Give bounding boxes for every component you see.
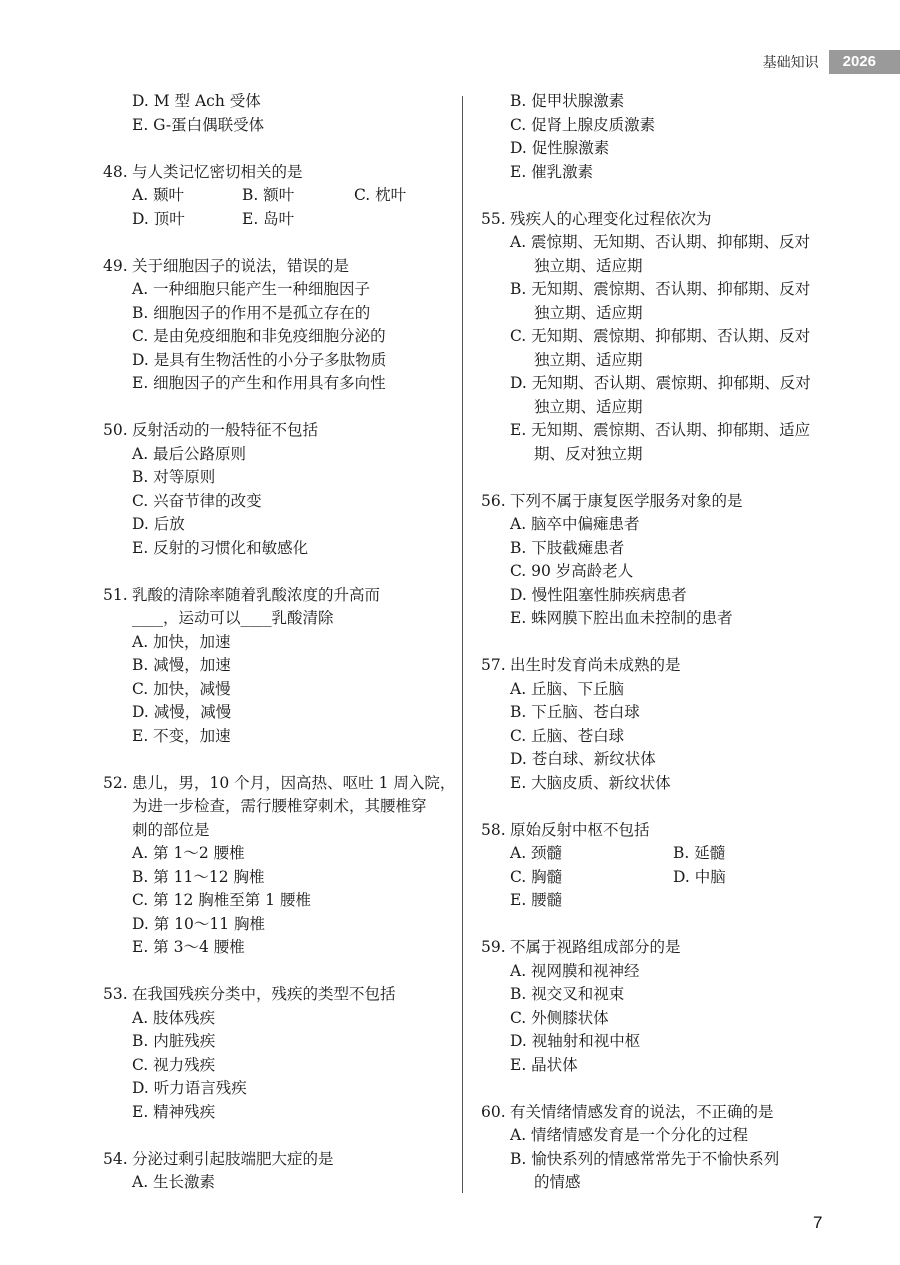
text-line: B. 愉快系列的情感常常先于不愉快系列 <box>510 1149 780 1168</box>
question-stem <box>481 819 821 843</box>
page-header <box>763 50 900 74</box>
question-stem <box>103 255 443 279</box>
answer-option: A. 颞叶 <box>132 186 185 204</box>
question-text: 原始反射中枢不包括 <box>510 820 650 839</box>
question-number: 60. <box>481 1102 506 1121</box>
text-line: 为进一步检查，需行腰椎穿刺术，其腰椎穿 <box>132 797 427 815</box>
question-text: 与人类记忆密切相关的是 <box>132 162 303 181</box>
text-line: C. 第 12 胸椎至第 1 腰椎 <box>132 891 311 909</box>
text-line: D. 苍白球、新纹状体 <box>510 750 656 768</box>
text-line: B. 促甲状腺激素 <box>510 92 625 110</box>
question-number: 55. <box>481 209 506 228</box>
text-line: E. 催乳激素 <box>510 162 594 181</box>
option-row <box>103 208 443 232</box>
text-line: A. 脑卒中偏瘫患者 <box>510 515 640 533</box>
text-line: A. 情绪情感发育是一个分化的过程 <box>510 1126 749 1144</box>
answer-option: B. 额叶 <box>242 186 295 204</box>
spacer <box>103 137 443 161</box>
page-number: 7 <box>813 1213 823 1232</box>
question-stem <box>481 490 821 514</box>
text-line: B. 对等原则 <box>132 468 216 486</box>
text-line: A. 震惊期、无知期、否认期、抑郁期、反对 <box>510 233 811 251</box>
answer-option: E. 岛叶 <box>242 209 295 228</box>
text-line: 的情感 <box>534 1173 581 1191</box>
text-line: D. M 型 Ach 受体 <box>132 92 261 110</box>
option-row <box>103 184 443 208</box>
spacer <box>481 466 821 490</box>
question-text: 在我国残疾分类中，残疾的类型不包括 <box>132 985 396 1003</box>
answer-option: D. 顶叶 <box>132 209 185 228</box>
question-text: 残疾人的心理变化过程依次为 <box>510 209 712 228</box>
text-line: C. 促肾上腺皮质激素 <box>510 115 656 134</box>
text-line: B. 减慢，加速 <box>132 656 231 674</box>
text-line: 独立期、适应期 <box>534 350 643 369</box>
text-line: D. 减慢，减慢 <box>132 703 232 721</box>
left-column <box>103 90 456 1195</box>
option-row <box>481 842 821 866</box>
answer-option: A. 颈髓 <box>510 844 563 862</box>
text-line: E. 腰髓 <box>510 891 563 909</box>
text-line: B. 视交叉和视束 <box>510 985 625 1003</box>
question-text: 乳酸的清除率随着乳酸浓度的升高而 <box>132 585 381 604</box>
answer-option: C. 枕叶 <box>354 186 407 204</box>
text-line: D. 促性腺激素 <box>510 139 610 157</box>
text-line: A. 最后公路原则 <box>132 444 247 463</box>
spacer <box>481 913 821 937</box>
text-line: E. 细胞因子的产生和作用具有多向性 <box>132 374 386 392</box>
question-stem <box>103 983 443 1007</box>
text-line: B. 下丘脑、苍白球 <box>510 703 640 721</box>
text-line: E. 第 3～4 腰椎 <box>132 938 245 956</box>
question-text: 下列不属于康复医学服务对象的是 <box>510 491 743 510</box>
text-line: C. 外侧膝状体 <box>510 1008 609 1027</box>
question-text: 反射活动的一般特征不包括 <box>132 421 319 439</box>
spacer <box>481 1077 821 1101</box>
text-line: E. 无知期、震惊期、否认期、抑郁期、适应 <box>510 421 811 439</box>
text-line: A. 一种细胞只能产生一种细胞因子 <box>132 280 371 298</box>
text-line: D. 视轴射和视中枢 <box>510 1032 641 1050</box>
spacer <box>103 560 443 584</box>
option-row <box>481 866 821 890</box>
year-badge: 2026 <box>829 50 900 74</box>
question-text: 患儿，男，10 个月，因高热、呕吐 1 周入院， <box>132 773 456 792</box>
spacer <box>481 184 821 208</box>
text-line: C. 是由免疫细胞和非免疫细胞分泌的 <box>132 327 386 345</box>
question-number: 52. <box>103 773 128 792</box>
text-line: C. 丘脑、苍白球 <box>510 726 625 745</box>
question-stem <box>481 936 821 960</box>
question-number: 49. <box>103 256 128 275</box>
text-line: C. 无知期、震惊期、抑郁期、否认期、反对 <box>510 327 811 345</box>
question-text: 出生时发育尚未成熟的是 <box>510 656 681 674</box>
question-stem <box>103 772 456 796</box>
text-line: E. 大脑皮质、新纹状体 <box>510 773 671 792</box>
answer-option: B. 延髓 <box>673 844 726 862</box>
question-number: 54. <box>103 1149 128 1168</box>
spacer <box>103 748 443 772</box>
question-stem <box>481 208 821 232</box>
spacer <box>481 631 821 655</box>
answer-option: C. 胸髓 <box>510 867 563 886</box>
text-line: D. 第 10～11 胸椎 <box>132 914 266 933</box>
text-line: C. 视力残疾 <box>132 1055 216 1074</box>
text-line: 独立期、适应期 <box>534 397 643 416</box>
text-line: D. 慢性阻塞性肺疾病患者 <box>510 585 687 604</box>
text-line: 刺的部位是 <box>132 820 210 839</box>
text-line: E. 蛛网膜下腔出血未控制的患者 <box>510 609 733 627</box>
question-number: 56. <box>481 491 506 510</box>
spacer <box>103 960 443 984</box>
answer-option: D. 中脑 <box>673 867 726 886</box>
text-line: B. 下肢截瘫患者 <box>510 538 625 557</box>
text-line: D. 无知期、否认期、震惊期、抑郁期、反对 <box>510 374 811 392</box>
question-text: 关于细胞因子的说法，错误的是 <box>132 256 350 275</box>
text-line: B. 无知期、震惊期、否认期、抑郁期、反对 <box>510 280 811 298</box>
right-column <box>481 90 821 1195</box>
text-line: 独立期、适应期 <box>534 256 643 275</box>
text-line: C. 加快，减慢 <box>132 679 231 698</box>
section-title: 基础知识 <box>762 55 819 71</box>
question-number: 48. <box>103 162 128 181</box>
question-number: 57. <box>481 656 506 674</box>
text-line: 独立期、适应期 <box>534 303 643 322</box>
question-stem <box>481 1101 821 1125</box>
question-text: 不属于视路组成部分的是 <box>510 938 681 956</box>
spacer <box>103 1124 443 1148</box>
spacer <box>481 795 821 819</box>
question-number: 50. <box>103 421 128 439</box>
question-stem <box>103 419 443 443</box>
question-number: 58. <box>481 820 506 839</box>
question-text: 分泌过剩引起肢端肥大症的是 <box>132 1149 334 1168</box>
text-line: D. 后放 <box>132 515 185 533</box>
question-number: 51. <box>103 585 128 604</box>
question-number: 53. <box>103 985 128 1003</box>
text-line: A. 第 1～2 腰椎 <box>132 844 245 862</box>
text-line: E. G-蛋白偶联受体 <box>132 115 265 134</box>
text-line: B. 细胞因子的作用不是孤立存在的 <box>132 303 371 322</box>
column-divider <box>462 96 463 1193</box>
text-line: B. 第 11～12 胸椎 <box>132 867 265 886</box>
text-line: 期、反对独立期 <box>534 444 643 463</box>
text-line: E. 晶状体 <box>510 1055 578 1074</box>
text-line: A. 生长激素 <box>132 1173 216 1191</box>
spacer <box>103 396 443 420</box>
question-number: 59. <box>481 938 506 956</box>
question-stem <box>103 1148 443 1172</box>
text-line: E. 不变，加速 <box>132 726 231 745</box>
text-line: A. 加快，加速 <box>132 632 231 651</box>
text-line: E. 精神残疾 <box>132 1102 216 1121</box>
spacer <box>103 231 443 255</box>
question-stem <box>103 161 443 185</box>
text-line: C. 兴奋节律的改变 <box>132 491 262 510</box>
text-line: B. 内脏残疾 <box>132 1032 216 1050</box>
text-line: D. 听力语言残疾 <box>132 1079 247 1097</box>
question-stem <box>481 654 821 678</box>
text-line: A. 视网膜和视神经 <box>510 961 640 980</box>
question-stem <box>103 584 443 608</box>
text-line: D. 是具有生物活性的小分子多肽物质 <box>132 350 387 369</box>
text-line: C. 90 岁高龄老人 <box>510 562 634 580</box>
text-line: ____，运动可以____乳酸清除 <box>132 609 334 627</box>
text-line: A. 丘脑、下丘脑 <box>510 679 625 698</box>
text-line: A. 肢体残疾 <box>132 1008 216 1027</box>
question-text: 有关情绪情感发育的说法，不正确的是 <box>510 1102 774 1121</box>
text-line: E. 反射的习惯化和敏感化 <box>132 538 309 557</box>
